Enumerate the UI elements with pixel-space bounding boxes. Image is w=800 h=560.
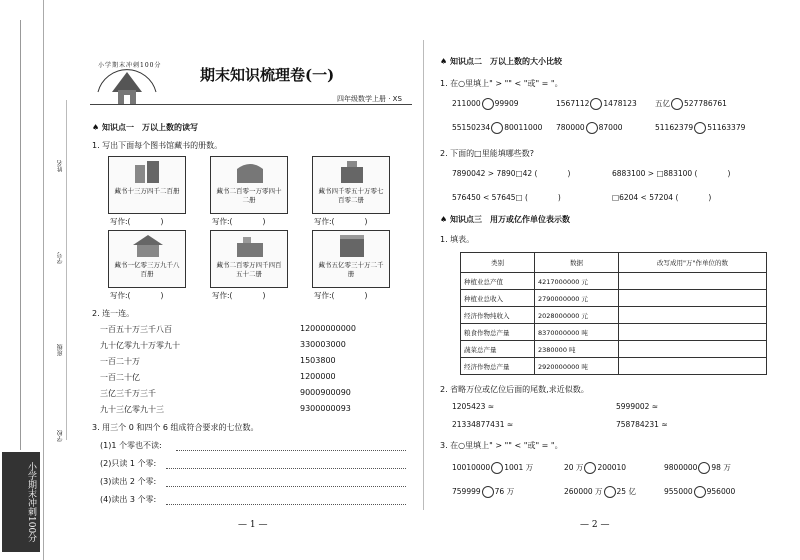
- sidebar-banner: 小学期末冲刺100分: [2, 452, 40, 552]
- write-answer-1[interactable]: 写作:( ): [110, 217, 164, 226]
- library-box-1: 藏书十三万四千二百册: [108, 156, 186, 214]
- compare-1: 211000 99909: [452, 99, 519, 108]
- fill-digit-2[interactable]: 6883100 > □883100 ( ): [612, 169, 731, 178]
- compare-12: 955000 956000: [664, 487, 736, 496]
- compare-circle[interactable]: [586, 122, 598, 134]
- table-row: 经济作物总产量 2920000000 吨: [461, 358, 767, 375]
- compare-5: 780000 87000: [556, 123, 623, 132]
- match-left-5[interactable]: 三亿三千万三千: [100, 389, 156, 398]
- compare-circle[interactable]: [694, 486, 706, 498]
- compare-2: 1567112 1478123: [556, 99, 637, 108]
- school-label: 学校: [57, 430, 64, 442]
- id-label: 学号: [57, 252, 64, 264]
- building-icon: [337, 235, 367, 257]
- logo-text: 小学期末冲刺100分: [98, 62, 162, 69]
- answer-line-3[interactable]: [166, 486, 406, 487]
- answer-cell[interactable]: [619, 358, 767, 375]
- compare-circle[interactable]: [671, 98, 683, 110]
- match-right-4[interactable]: 1200000: [300, 372, 336, 381]
- approx-2[interactable]: 5999002 ≈: [616, 402, 659, 411]
- building-icon: [235, 161, 265, 183]
- page-divider: [423, 40, 424, 510]
- table-row: 蔬菜总产量 2380000 吨: [461, 341, 767, 358]
- col-rewrite: 改写成用"万"作单位的数: [619, 253, 767, 273]
- compare-circle[interactable]: [590, 98, 602, 110]
- compare-circle[interactable]: [694, 122, 706, 134]
- page-title: 期末知识梳理卷(一): [200, 66, 335, 84]
- table-header-row: [461, 253, 767, 273]
- page-subtitle: 四年级数学上册 · XS: [337, 95, 402, 103]
- building-icon: [337, 161, 367, 183]
- margin-rule: [20, 20, 21, 450]
- compare-4: 55150234 80011000: [452, 123, 543, 132]
- compare-7: 10010000 1001 万: [452, 463, 534, 472]
- question-3: 3. 用三个 0 和四个 6 组成符合要求的七位数。: [92, 423, 259, 432]
- match-right-1[interactable]: 12000000000: [300, 324, 356, 333]
- question-r2: 2. 下面的□里能填哪些数?: [440, 149, 534, 158]
- compare-circle[interactable]: [482, 98, 494, 110]
- sub-question-3: (3)读出 2 个零:: [100, 477, 157, 486]
- page-number-1: — 1 —: [238, 520, 268, 530]
- compare-circle[interactable]: [604, 486, 616, 498]
- header-rule: [90, 104, 412, 105]
- fill-digit-4[interactable]: □6204 < 57204 ( ): [612, 193, 712, 202]
- question-r3: 1. 填表。: [440, 235, 475, 244]
- table-row: 种植业总收入 2790000000 元: [461, 290, 767, 307]
- question-r1: 1. 在○里填上" > "" < "或" = "。: [440, 79, 563, 88]
- answer-cell[interactable]: [619, 273, 767, 290]
- building-icon: [133, 235, 163, 257]
- match-right-6[interactable]: 9300000093: [300, 404, 351, 413]
- compare-circle[interactable]: [491, 122, 503, 134]
- match-right-3[interactable]: 1503800: [300, 356, 336, 365]
- building-icon: [235, 235, 265, 257]
- answer-cell[interactable]: [619, 307, 767, 324]
- match-left-3[interactable]: 一百二十万: [100, 357, 140, 366]
- compare-10: 759999 76 万: [452, 487, 515, 496]
- library-box-3: 藏书四千零五十万零七百零二册: [312, 156, 390, 214]
- answer-line-2[interactable]: [166, 468, 406, 469]
- table-row: 种植业总产值 4217000000 元: [461, 273, 767, 290]
- compare-6: 51162379 51163379: [655, 123, 746, 132]
- approx-3[interactable]: 21334877431 ≈: [452, 420, 514, 429]
- answer-cell[interactable]: [619, 341, 767, 358]
- logo: [92, 52, 162, 110]
- compare-circle[interactable]: [584, 462, 596, 474]
- answer-line-4[interactable]: [166, 504, 406, 505]
- class-label: 班级: [57, 344, 64, 356]
- answer-cell[interactable]: [619, 290, 767, 307]
- compare-circle[interactable]: [491, 462, 503, 474]
- fill-digit-1[interactable]: 7890042 > 7890□42 ( ): [452, 169, 571, 178]
- page-number-2: — 2 —: [580, 520, 610, 530]
- building-icon: [133, 161, 163, 183]
- write-answer-4[interactable]: 写作:( ): [110, 291, 164, 300]
- library-box-4: 藏书一亿零三万九千八百册: [108, 230, 186, 288]
- sub-question-2: (2)只读 1 个零:: [100, 459, 157, 468]
- question-r5: 3. 在○里填上" > "" < "或" = "。: [440, 441, 563, 450]
- compare-8: 20 万 200010: [564, 463, 627, 472]
- approx-4[interactable]: 758784231 ≈: [616, 420, 668, 429]
- match-right-2[interactable]: 330003000: [300, 340, 346, 349]
- sub-question-1: (1)1 个零也不读:: [100, 441, 162, 450]
- library-box-5: 藏书二百零万四千四百五十二册: [210, 230, 288, 288]
- name-label: 姓名: [57, 160, 64, 172]
- approx-1[interactable]: 1205423 ≈: [452, 402, 495, 411]
- write-answer-3[interactable]: 写作:( ): [314, 217, 368, 226]
- match-right-5[interactable]: 9000900090: [300, 388, 351, 397]
- match-left-1[interactable]: 一百五十万三千八百: [100, 325, 172, 334]
- name-line: [66, 100, 67, 440]
- table-row: 粮食作物总产量 8370000000 吨: [461, 324, 767, 341]
- compare-3: 五亿 527786761: [655, 99, 727, 108]
- table-row: 经济作物纯收入 2028000000 元: [461, 307, 767, 324]
- library-box-2: 藏书二百零一万零四十二册: [210, 156, 288, 214]
- compare-11: 260000 万 25 亿: [564, 487, 636, 496]
- section-heading-3: ♠ 知识点三 用万或亿作单位表示数: [440, 215, 570, 224]
- answer-cell[interactable]: [619, 324, 767, 341]
- write-answer-2[interactable]: 写作:( ): [212, 217, 266, 226]
- fill-digit-3[interactable]: 576450 < 57645□ ( ): [452, 193, 561, 202]
- write-answer-6[interactable]: 写作:( ): [314, 291, 368, 300]
- library-box-6: 藏书五亿零三十万二千册: [312, 230, 390, 288]
- match-left-2[interactable]: 九十亿零九十万零九十: [100, 341, 180, 350]
- data-table: [460, 252, 767, 375]
- match-left-4[interactable]: 一百二十亿: [100, 373, 140, 382]
- sub-question-4: (4)读出 3 个零:: [100, 495, 157, 504]
- col-category: 类别: [461, 253, 535, 273]
- compare-circle[interactable]: [698, 462, 710, 474]
- question-1: 1. 写出下面每个图书馆藏书的册数。: [92, 141, 223, 150]
- question-2: 2. 连一连。: [92, 309, 135, 318]
- section-heading-1: ♠ 知识点一 万以上数的读写: [92, 123, 198, 132]
- col-data: 数据: [535, 253, 619, 273]
- write-answer-5[interactable]: 写作:( ): [212, 291, 266, 300]
- question-r4: 2. 省略万位或亿位后面的尾数,求近似数。: [440, 385, 589, 394]
- section-heading-2: ♠ 知识点二 万以上数的大小比较: [440, 57, 562, 66]
- compare-9: 9800000 98 万: [664, 463, 731, 472]
- match-left-6[interactable]: 九十三亿零九十三: [100, 405, 164, 414]
- answer-line-1[interactable]: [176, 450, 406, 451]
- compare-circle[interactable]: [482, 486, 494, 498]
